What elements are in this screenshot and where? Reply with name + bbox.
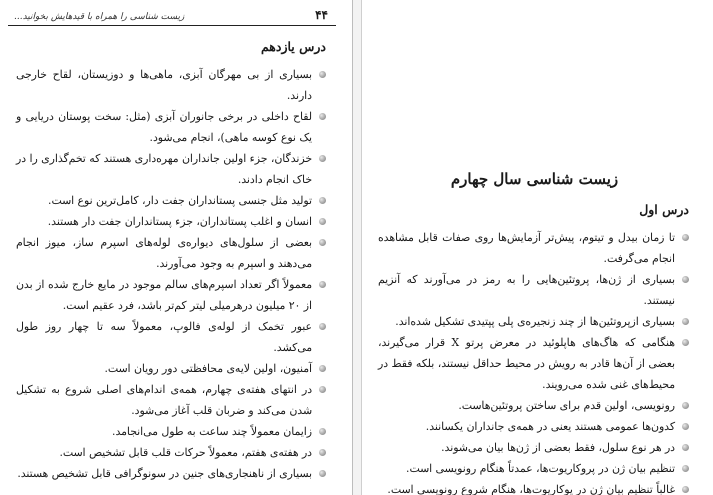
bullet-icon [319, 386, 326, 393]
item-text: بسیاری ازپروتئین‌ها از چند زنجیره‌ی پلی پپتیدی تشکیل شده‌اند. [395, 315, 675, 328]
running-header [8, 8, 336, 26]
bullet-icon [682, 402, 689, 409]
bullet-icon [682, 276, 689, 283]
item-text: در انتهای هفته‌ی چهارم، همه‌ی اندام‌های اصلی شروع به تشکیل شدن می‌کند و ضربان قلب آغاز می‌شود. [16, 383, 312, 417]
bullet-icon [682, 318, 689, 325]
item-text: بسیاری از بی مهرگان آبزی، ماهی‌ها و دوزیستان، لقاح خارجی دارند. [16, 68, 312, 102]
bullet-icon [319, 218, 326, 225]
bullet-icon [319, 365, 326, 372]
bullet-icon [682, 339, 689, 346]
bullet-icon [319, 428, 326, 435]
item-text: تنظیم بیان ژن در پروکاریوت‌ها، عمدتاً هنگام رونویسی است. [406, 462, 675, 475]
right-page [362, 0, 713, 495]
item-text: غالباً تنظیم بیان ژن در یوکاریوت‌ها، هنگام شروع رونویسی است. [387, 483, 675, 495]
bullet-icon [319, 470, 326, 477]
list-item [378, 269, 675, 311]
bullet-icon [682, 444, 689, 451]
bullet-icon [682, 423, 689, 430]
book-gutter [352, 0, 362, 495]
item-text: خزندگان، جزء اولین جانداران مهره‌داری هستند که تخم‌گذاری را در خاک انجام دادند. [16, 152, 312, 186]
list-item [378, 395, 675, 416]
lesson-title: درس یازدهم [260, 39, 326, 54]
bullet-icon [682, 486, 689, 493]
running-title: زیست شناسی را همراه با قیدهایش بخوانید... [14, 12, 185, 22]
bullet-icon [319, 155, 326, 162]
item-text: معمولاً اگر تعداد اسپرم‌های سالم موجود در مایع خارج شده از بدن از ۲۰ میلیون درهرمیلی لیتر کم‌تر باشد، فرد عقیم است. [16, 278, 312, 312]
bullet-list [370, 227, 699, 495]
list-item [16, 148, 312, 190]
item-text: زایمان معمولاً چند ساعت به طول می‌انجامد. [112, 425, 312, 438]
list-item [378, 311, 675, 332]
page-number: ۴۴ [315, 8, 328, 22]
chapter-title: زیست شناسی سال چهارم [450, 170, 619, 188]
item-text: بعضی از سلول‌های دیواره‌ی لوله‌های اسپرم ساز، میوز انجام می‌دهند و اسپرم به وجود می‌آورند. [16, 236, 312, 270]
bullet-icon [319, 239, 326, 246]
item-text: رونویسی، اولین قدم برای ساختن پروتئین‌هاست. [458, 399, 675, 412]
bullet-icon [319, 197, 326, 204]
item-text: تا زمان بیدل و تیتوم، پیش‌تر آزمایش‌ها روی صفات قابل مشاهده انجام می‌گرفت. [378, 231, 675, 265]
left-page [0, 0, 352, 495]
list-item [378, 332, 675, 395]
list-item [16, 106, 312, 148]
list-item [16, 463, 312, 484]
item-text: در هر نوع سلول، فقط بعضی از ژن‌ها بیان می‌شوند. [441, 441, 675, 454]
list-item [378, 227, 675, 269]
bullet-icon [319, 71, 326, 78]
list-item [16, 442, 312, 463]
bullet-list [8, 64, 336, 484]
list-item [16, 64, 312, 106]
list-item [378, 437, 675, 458]
list-item [16, 379, 312, 421]
list-item [16, 211, 312, 232]
list-item [16, 274, 312, 316]
item-text: انسان و اغلب پستانداران، جزء پستانداران جفت دار هستند. [47, 215, 312, 228]
list-item [378, 416, 675, 437]
item-text: آمنیون، اولین لایه‌ی محافظتی دور رویان است. [104, 362, 312, 375]
list-item [16, 316, 312, 358]
list-item [16, 190, 312, 211]
bullet-icon [319, 113, 326, 120]
bullet-icon [319, 323, 326, 330]
item-text: در هفته‌ی هفتم، معمولاً حرکات قلب قابل تشخیص است. [59, 446, 312, 459]
list-item [16, 358, 312, 379]
list-item [16, 232, 312, 274]
bullet-icon [319, 281, 326, 288]
bullet-icon [682, 234, 689, 241]
item-text: لقاح داخلی در برخی جانوران آبزی (مثل: سخت پوستان دریایی و یک نوع کوسه ماهی)، انجام می‌شود. [16, 110, 312, 144]
bullet-icon [319, 449, 326, 456]
item-text: هنگامی که هاگ‌های هاپلوئید در معرض پرتو X قرار می‌گیرند، بعضی از آن‌ها قادر به رویش در محیط حداقل نیستند، بلکه فقط در محیط‌های غنی شده می‌رویند. [378, 336, 675, 391]
list-item [16, 421, 312, 442]
item-text: کدون‌ها عمومی هستند یعنی در همه‌ی جانداران یکسانند. [425, 420, 675, 433]
item-text: بسیاری از ناهنجاری‌های جنین در سونوگرافی قابل تشخیص هستند. [17, 467, 312, 480]
list-item [378, 479, 675, 495]
item-text: بسیاری از ژن‌ها، پروتئین‌هایی را به رمز در می‌آورند که آنزیم نیستند. [378, 273, 675, 307]
list-item [378, 458, 675, 479]
item-text: تولید مثل جنسی پستانداران جفت دار، کامل‌ترین نوع است. [48, 194, 312, 207]
item-text: عبور تخمک از لوله‌ی فالوپ، معمولاً سه تا چهار روز طول می‌کشد. [16, 320, 312, 354]
bullet-icon [682, 465, 689, 472]
lesson-title: درس اول [639, 202, 689, 217]
